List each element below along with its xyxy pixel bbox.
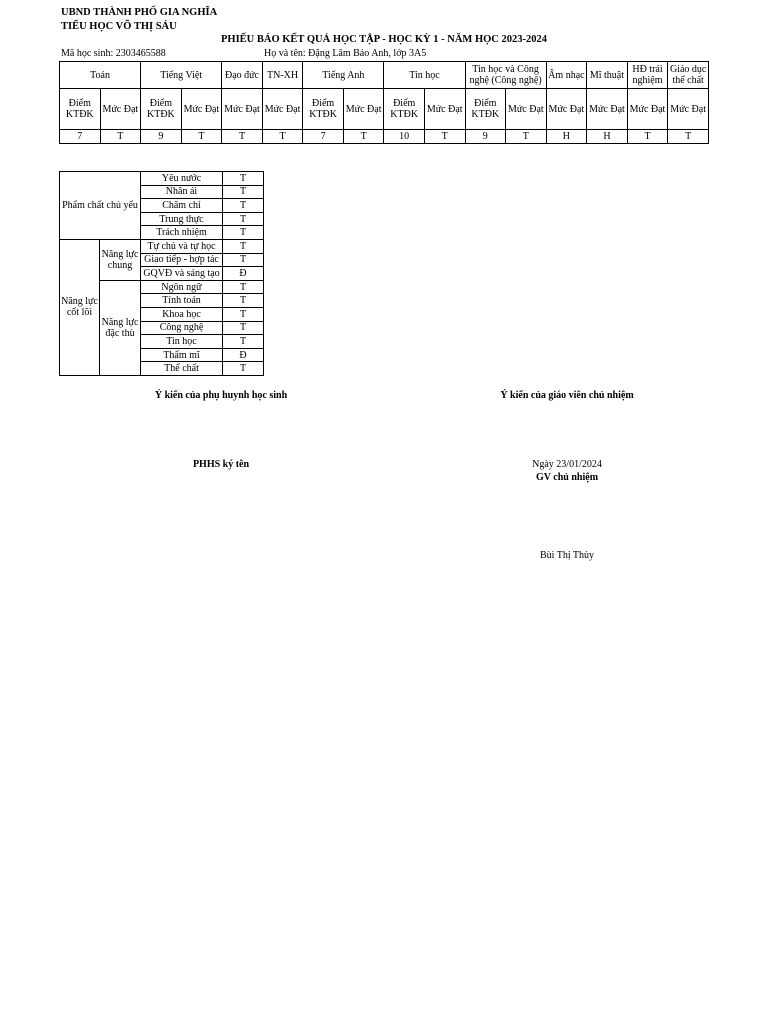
subject-header: Tin học và Công nghệ (Công nghệ) xyxy=(465,62,546,89)
item-value: T xyxy=(223,226,264,240)
sub-header: Mức Đạt xyxy=(262,89,303,130)
subject-header: TN-XH xyxy=(262,62,303,89)
item-name: Khoa học xyxy=(141,307,223,321)
item-value: Đ xyxy=(223,348,264,362)
item-name: Ngôn ngữ xyxy=(141,280,223,294)
parent-signature-label: PHHS ký tên xyxy=(192,459,250,470)
subject-header: Tiếng Anh xyxy=(303,62,384,89)
teacher-name: Bùi Thị Thủy xyxy=(539,550,595,561)
item-value: T xyxy=(223,199,264,213)
grade-value: T xyxy=(222,130,263,144)
item-value: T xyxy=(223,212,264,226)
subject-header: Toán xyxy=(60,62,141,89)
teacher-opinion-label: Ý kiến của giáo viên chủ nhiệm xyxy=(500,390,634,401)
grade-value: T xyxy=(181,130,222,144)
item-name: Trung thực xyxy=(141,212,223,226)
sub-header: Mức Đạt xyxy=(343,89,384,130)
grade-value: H xyxy=(546,130,587,144)
grade-value: T xyxy=(100,130,141,144)
item-value: T xyxy=(223,253,264,267)
report-date: Ngày 23/01/2024 xyxy=(532,459,602,470)
item-name: Thể chất xyxy=(141,362,223,376)
grade-value: 9 xyxy=(141,130,182,144)
sub-header: Điểm KTĐK xyxy=(465,89,506,130)
item-name: Tính toán xyxy=(141,294,223,308)
item-value: T xyxy=(223,335,264,349)
table-row xyxy=(60,172,264,186)
subject-header-row xyxy=(60,62,709,89)
grade-value: 7 xyxy=(60,130,101,144)
item-name: Trách nhiệm xyxy=(141,226,223,240)
item-name: Công nghệ xyxy=(141,321,223,335)
grade-value: 10 xyxy=(384,130,425,144)
sub-header: Điểm KTĐK xyxy=(303,89,344,130)
sub-header: Mức Đạt xyxy=(506,89,547,130)
item-name: Chăm chỉ xyxy=(141,199,223,213)
grade-value: H xyxy=(587,130,628,144)
item-value: T xyxy=(223,172,264,186)
sub-header: Mức Đạt xyxy=(100,89,141,130)
subgroup-label: Năng lực chung xyxy=(100,239,141,280)
grades-table xyxy=(59,61,709,144)
grade-values-row xyxy=(60,130,709,144)
item-value: T xyxy=(223,294,264,308)
subgroup-label: Năng lực đặc thù xyxy=(100,280,141,375)
sub-header: Mức Đạt xyxy=(222,89,263,130)
grade-value: T xyxy=(668,130,709,144)
teacher-role: GV chủ nhiệm xyxy=(535,472,599,483)
sub-header: Điểm KTĐK xyxy=(141,89,182,130)
school-name: TIỂU HỌC VÕ THỊ SÁU xyxy=(61,21,177,32)
grade-value: 7 xyxy=(303,130,344,144)
subject-header: Giáo dục thể chất xyxy=(668,62,709,89)
subject-header: HĐ trải nghiệm xyxy=(627,62,668,89)
sub-header: Mức Đạt xyxy=(587,89,628,130)
qualities-table xyxy=(59,171,264,376)
grade-value: T xyxy=(627,130,668,144)
subject-header: Tiếng Việt xyxy=(141,62,222,89)
item-name: Yêu nước xyxy=(141,172,223,186)
table-row xyxy=(60,239,264,253)
item-value: Đ xyxy=(223,267,264,281)
group-label: Năng lực cốt lõi xyxy=(60,239,100,375)
sub-header-row xyxy=(60,89,709,130)
item-name: Tự chủ và tự học xyxy=(141,239,223,253)
item-value: T xyxy=(223,280,264,294)
sub-header: Điểm KTĐK xyxy=(60,89,101,130)
sub-header: Mức Đạt xyxy=(627,89,668,130)
item-name: Thẩm mĩ xyxy=(141,348,223,362)
grade-value: T xyxy=(424,130,465,144)
student-id: Mã học sinh: 2303465588 xyxy=(61,48,166,59)
grade-value: T xyxy=(343,130,384,144)
item-name: GQVĐ và sáng tạo xyxy=(141,267,223,281)
subject-header: Đạo đức xyxy=(222,62,263,89)
parent-opinion-label: Ý kiến của phụ huynh học sinh xyxy=(154,390,288,401)
group-label: Phẩm chất chủ yếu xyxy=(60,172,141,240)
item-value: T xyxy=(223,307,264,321)
item-value: T xyxy=(223,185,264,199)
item-name: Nhân ái xyxy=(141,185,223,199)
subject-header: Tin học xyxy=(384,62,465,89)
department-name: UBND THÀNH PHỐ GIA NGHĨA xyxy=(61,7,218,18)
sub-header: Mức Đạt xyxy=(424,89,465,130)
item-name: Tin học xyxy=(141,335,223,349)
grade-value: 9 xyxy=(465,130,506,144)
sub-header: Mức Đạt xyxy=(668,89,709,130)
sub-header: Mức Đạt xyxy=(546,89,587,130)
grade-value: T xyxy=(506,130,547,144)
item-value: T xyxy=(223,239,264,253)
sub-header: Mức Đạt xyxy=(181,89,222,130)
subject-header: Mĩ thuật xyxy=(587,62,628,89)
item-name: Giao tiếp - hợp tác xyxy=(141,253,223,267)
sub-header: Điểm KTĐK xyxy=(384,89,425,130)
item-value: T xyxy=(223,362,264,376)
student-name: Họ và tên: Đặng Lâm Bảo Anh, lớp 3A5 xyxy=(264,48,427,59)
report-title: PHIẾU BÁO KẾT QUẢ HỌC TẬP - HỌC KỲ 1 - NĂM HỌC 2023-2024 xyxy=(221,34,547,45)
subject-header: Âm nhạc xyxy=(546,62,587,89)
item-value: T xyxy=(223,321,264,335)
grade-value: T xyxy=(262,130,303,144)
